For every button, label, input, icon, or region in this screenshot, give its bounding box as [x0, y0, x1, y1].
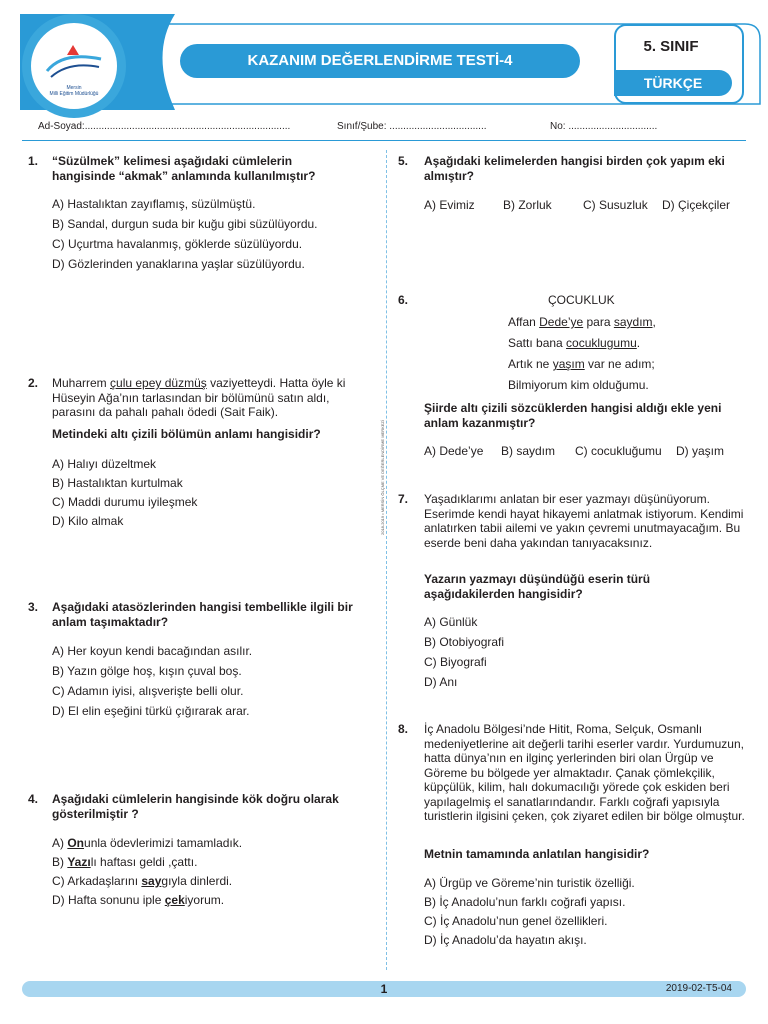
option-c[interactable]: C) İç Anadolu’nun genel özellikleri. — [424, 914, 608, 928]
option-text: D) Hafta sonunu iple — [52, 893, 165, 907]
option-b[interactable]: B) İç Anadolu’nun farklı coğrafi yapısı. — [424, 895, 626, 909]
option-text: gıyla dinlerdi. — [161, 874, 233, 888]
option-a[interactable]: A) Her koyun kendi bacağından asılır. — [52, 644, 253, 658]
poem-text: Sattı bana — [508, 336, 567, 350]
question-stem: Aşağıdaki atasözlerinden hangisi tembellikle ilgili bir anlam taşımaktadır? — [52, 600, 353, 629]
footer-bar — [22, 981, 746, 997]
subject-bar — [614, 70, 732, 96]
option-b[interactable]: B) Sandal, durgun suda bir kuğu gibi süzülüyordu. — [52, 217, 318, 231]
class-field[interactable]: Sınıf/Şube: ................................... — [337, 121, 487, 132]
poem-text: Artık ne — [508, 357, 553, 371]
poem-text: para — [583, 315, 614, 329]
option-d[interactable]: D) Gözlerinden yanaklarına yaşlar süzülüyordu. — [52, 257, 305, 271]
option-a[interactable]: A) Günlük — [424, 615, 478, 629]
option-a[interactable]: A) Evimiz — [424, 198, 475, 212]
question-number: 2. — [28, 376, 39, 390]
underlined-word: Dede’ye — [539, 315, 584, 329]
option-d[interactable]: D) yaşım — [676, 444, 724, 458]
option-text: C) Arkadaşlarını — [52, 874, 142, 888]
header-rule — [22, 140, 746, 141]
question-stem: Şiirde altı çizili sözcüklerden hangisi aldığı ekle yeni anlam kazanmıştır? — [424, 401, 722, 430]
question-passage: Yaşadıklarımı anlatan bir eser yazmayı düşünüyorum. Eserimde kendi hayat hikayemi anlatmak istiyorum. Kendimi anlatırken tabii ailemi ve yakın çevremi unutmayacağım. Bu eserde beni daha yakından tanıyacaksınız. — [424, 492, 744, 550]
question-stem: Metnin tamamında anlatılan hangisidir? — [424, 847, 650, 861]
poem-title: ÇOCUKLUK — [548, 293, 615, 307]
option-d[interactable] — [52, 893, 224, 908]
option-b[interactable]: B) Zorluk — [503, 198, 552, 212]
poem-line-2 — [508, 336, 640, 351]
question-number: 7. — [398, 492, 409, 506]
logo-wave-icon — [43, 41, 105, 85]
subject-label: TÜRKÇE — [643, 75, 703, 91]
page-number: 1 — [380, 982, 388, 996]
question-number: 6. — [398, 293, 409, 307]
option-b[interactable]: B) saydım — [501, 444, 556, 458]
option-text: unla ödevlerimizi tamamladık. — [84, 836, 243, 850]
question-passage — [52, 376, 364, 420]
grade-label: 5. SINIF — [643, 38, 699, 55]
side-note: 2018-2019 • MERSİN ÖLÇME VE DEĞERLENDİRME MERKEZİ — [380, 420, 385, 535]
question-stem: Aşağıdaki kelimelerden hangisi birden çok yapım eki almıştır? — [424, 154, 725, 183]
option-d[interactable]: D) İç Anadolu’da hayatın akışı. — [424, 933, 587, 947]
underlined-phrase: çulu epey düzmüş — [110, 376, 207, 390]
column-divider — [386, 150, 387, 970]
option-c[interactable]: C) Uçurtma havalanmış, göklerde süzülüyordu. — [52, 237, 303, 251]
poem-line-3 — [508, 357, 655, 372]
root-marker: say — [141, 874, 162, 888]
option-a[interactable]: A) Halıyı düzeltmek — [52, 457, 157, 471]
option-c[interactable]: C) Adamın iyisi, alışverişte belli olur. — [52, 684, 244, 698]
number-field[interactable]: No: ................................ — [550, 121, 658, 132]
question-stem: “Süzülmek” kelimesi aşağıdaki cümlelerin hangisinde “akmak” anlamında kullanılmıştır? — [52, 154, 316, 183]
root-marker: Yazı — [67, 855, 91, 869]
option-c[interactable]: C) Maddi durumu iyileşmek — [52, 495, 198, 509]
option-c[interactable]: C) Susuzluk — [583, 198, 648, 212]
question-stem: Yazarın yazmayı düşündüğü eserin türü aşağıdakilerden hangisidir? — [424, 572, 651, 601]
option-d[interactable]: D) Çiçekçiler — [662, 198, 731, 212]
question-stem: Aşağıdaki cümlelerin hangisinde kök doğru olarak gösterilmiştir ? — [52, 792, 339, 821]
option-a[interactable] — [52, 836, 242, 851]
passage-text: vaziyetteydi. Hatta öyle ki Hüseyin Ağa’nın tarlasından bir bölümünü satın aldı, parasını da pahalı pahalı ödedi (Sait Faik). — [52, 376, 346, 419]
option-c[interactable]: C) Biyografi — [424, 655, 487, 669]
option-a[interactable]: A) Dede’ye — [424, 444, 484, 458]
poem-text: Affan — [508, 315, 540, 329]
option-text: iyorum. — [184, 893, 225, 907]
option-b[interactable]: B) Otobiyografi — [424, 635, 505, 649]
poem-text: var ne adım; — [584, 357, 655, 371]
question-number: 5. — [398, 154, 409, 168]
root-marker: On — [67, 836, 85, 850]
root-marker: çek — [164, 893, 185, 907]
underlined-word: saydım — [613, 315, 653, 329]
underlined-word: yaşım — [552, 357, 585, 371]
option-d[interactable]: D) Kilo almak — [52, 514, 124, 528]
option-d[interactable]: D) Anı — [424, 675, 458, 689]
option-text: B) — [52, 855, 68, 869]
name-field[interactable]: Ad-Soyad:.......................................................................... — [38, 121, 291, 132]
question-number: 4. — [28, 792, 39, 806]
title-bar — [180, 44, 580, 78]
question-number: 1. — [28, 154, 39, 168]
logo-text: Mersin Milli Eğitim Müdürlüğü — [49, 85, 99, 97]
underlined-word: cocuklugumu — [566, 336, 637, 350]
question-stem: Metindeki altı çizili bölümün anlamı hangisidir? — [52, 427, 321, 441]
option-d[interactable]: D) El elin eşeğini türkü çığırarak arar. — [52, 704, 250, 718]
option-text: lı haftası geldi ,çattı. — [90, 855, 198, 869]
student-info-row — [0, 121, 768, 135]
document-code: 2019-02-T5-04 — [665, 983, 732, 994]
page-title: KAZANIM DEĞERLENDİRME TESTİ-4 — [247, 52, 513, 69]
poem-line-1 — [508, 315, 656, 330]
option-b[interactable]: B) Hastalıktan kurtulmak — [52, 476, 183, 490]
poem-text: . — [636, 336, 641, 350]
logo — [22, 14, 126, 118]
poem-text: , — [652, 315, 656, 329]
question-number: 3. — [28, 600, 39, 614]
option-c[interactable] — [52, 874, 232, 889]
question-passage: İç Anadolu Bölgesi’nde Hitit, Roma, Selçuk, Osmanlı medeniyetlerine ait değerli tarihi eserler vardır. Yurdumuzun, hatta dünya’nın en ilginç yerlerinden biri olan Ürgüp ve Göreme bu bölgede yer almaktadır. Çanak çömlekçilik, küpçülük, kilim, halı dokumacılığı yörede çok eskiden beri yapılagelmiş el sanatlarındandır. Farklı coğrafi yapısıyla turistlerin ilgisini çeken, çok ziyaret edilen bir bölge olmuştur. — [424, 722, 745, 823]
option-b[interactable]: B) Yazın gölge hoş, kışın çuval boş. — [52, 664, 242, 678]
passage-text: Muharrem — [52, 376, 111, 390]
option-a[interactable]: A) Ürgüp ve Göreme’nin turistik özelliği. — [424, 876, 635, 890]
option-a[interactable]: A) Hastalıktan zayıflamış, süzülmüştü. — [52, 197, 256, 211]
question-number: 8. — [398, 722, 409, 736]
option-b[interactable] — [52, 855, 197, 870]
poem-line-4: Bilmiyorum kim olduğumu. — [508, 378, 649, 392]
option-text: A) — [52, 836, 68, 850]
option-c[interactable]: C) cocukluğumu — [575, 444, 662, 458]
